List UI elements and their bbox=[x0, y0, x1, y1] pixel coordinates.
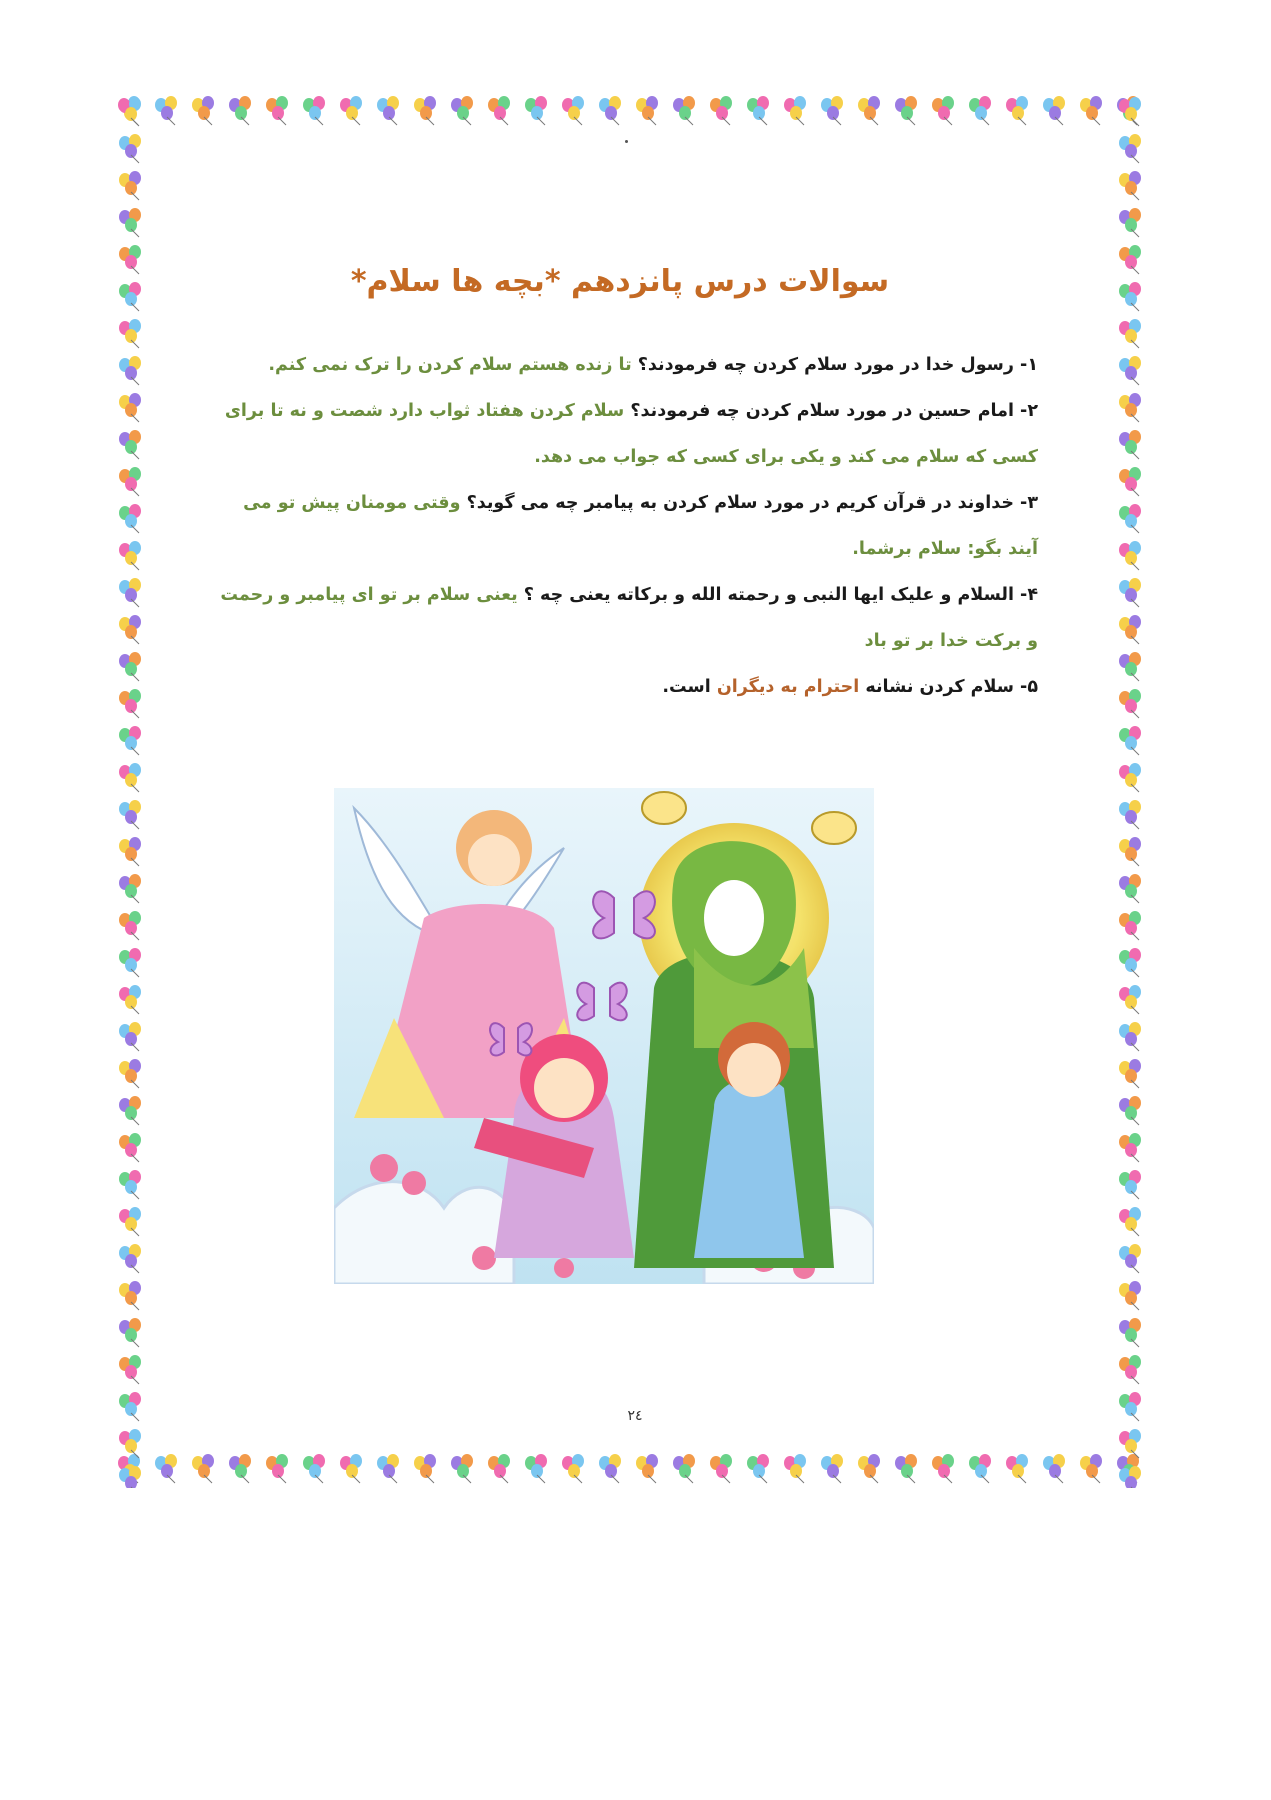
balloon-icon bbox=[229, 96, 251, 125]
balloon-icon bbox=[119, 282, 141, 311]
balloon-icon bbox=[858, 1454, 880, 1483]
balloon-icon bbox=[784, 1454, 806, 1483]
balloons-border-left-icon bbox=[116, 96, 150, 1488]
prophet-with-children-illustration-icon bbox=[334, 788, 874, 1284]
balloon-icon bbox=[1119, 763, 1141, 792]
balloon-icon bbox=[155, 96, 177, 125]
balloon-icon bbox=[119, 1096, 141, 1125]
question-text: ۲- امام حسین در مورد سلام کردن چه فرمودند؟ bbox=[624, 401, 1038, 421]
balloon-icon bbox=[119, 319, 141, 348]
balloon-icon bbox=[1119, 1318, 1141, 1347]
balloon-icon bbox=[562, 96, 584, 125]
balloon-icon bbox=[1119, 467, 1141, 496]
balloon-icon bbox=[1119, 985, 1141, 1014]
balloon-icon bbox=[1119, 948, 1141, 977]
answer-text: تا زنده هستم سلام کردن را ترک نمی کنم. bbox=[268, 355, 632, 375]
balloon-icon bbox=[710, 96, 732, 125]
balloon-icon bbox=[821, 1454, 843, 1483]
page-number: ۲٤ bbox=[627, 1408, 643, 1424]
answer-text: وقتی مومنان پیش تو می آیند بگو: سلام برشما. bbox=[243, 493, 1038, 559]
balloon-icon bbox=[119, 1207, 141, 1236]
balloon-icon bbox=[1119, 1096, 1141, 1125]
balloon-icon bbox=[858, 96, 880, 125]
balloon-icon bbox=[1006, 96, 1028, 125]
balloon-icon bbox=[1119, 1281, 1141, 1310]
balloon-icon bbox=[1119, 1133, 1141, 1162]
balloon-icon bbox=[932, 96, 954, 125]
balloon-icon bbox=[119, 393, 141, 422]
balloon-icon bbox=[119, 245, 141, 274]
balloon-icon bbox=[1119, 541, 1141, 570]
question-text: ۱- رسول خدا در مورد سلام کردن چه فرمودند؟ bbox=[631, 355, 1038, 375]
balloon-icon bbox=[1119, 97, 1141, 126]
balloon-icon bbox=[414, 96, 436, 125]
balloon-icon bbox=[119, 911, 141, 940]
balloon-icon bbox=[119, 504, 141, 533]
answer-text: سلام کردن هفتاد ثواب دارد شصت و نه تا برای کسی که سلام می کند و یکی برای کسی که جواب می دهد. bbox=[224, 401, 1038, 467]
balloon-icon bbox=[784, 96, 806, 125]
balloon-icon bbox=[1080, 96, 1102, 125]
balloon-icon bbox=[451, 96, 473, 125]
balloon-icon bbox=[1119, 911, 1141, 940]
balloon-icon bbox=[599, 1454, 621, 1483]
balloon-icon bbox=[1119, 837, 1141, 866]
balloon-icon bbox=[1119, 1207, 1141, 1236]
balloon-icon bbox=[119, 615, 141, 644]
page-title: سوالات درس پانزدهم *بچه ها سلام* bbox=[350, 264, 890, 300]
balloon-icon bbox=[119, 1022, 141, 1051]
balloon-icon bbox=[119, 1392, 141, 1421]
balloon-icon bbox=[377, 1454, 399, 1483]
balloon-icon bbox=[1119, 171, 1141, 200]
balloon-icon bbox=[119, 134, 141, 163]
balloon-icon bbox=[119, 208, 141, 237]
balloon-icon bbox=[119, 1133, 141, 1162]
balloon-icon bbox=[303, 1454, 325, 1483]
balloon-icon bbox=[1006, 1454, 1028, 1483]
question-item bbox=[218, 572, 1038, 664]
balloon-icon bbox=[192, 1454, 214, 1483]
balloon-icon bbox=[636, 1454, 658, 1483]
balloon-icon bbox=[1119, 356, 1141, 385]
balloon-icon bbox=[710, 1454, 732, 1483]
balloon-icon bbox=[1119, 393, 1141, 422]
balloon-icon bbox=[119, 430, 141, 459]
balloon-icon bbox=[1119, 1059, 1141, 1088]
balloon-icon bbox=[1119, 1466, 1141, 1488]
answer-text: یعنی سلام بر تو ای پیامبر و رحمت و برکت خدا بر تو باد bbox=[220, 585, 1038, 651]
balloon-icon bbox=[895, 96, 917, 125]
balloon-icon bbox=[1119, 874, 1141, 903]
balloon-icon bbox=[119, 726, 141, 755]
balloon-icon bbox=[1119, 1429, 1141, 1458]
balloon-icon bbox=[119, 985, 141, 1014]
balloon-icon bbox=[488, 1454, 510, 1483]
question-text: ۴- السلام و علیک ایها النبی و رحمته الله و برکاته یعنی چه ؟ bbox=[517, 585, 1038, 605]
balloon-icon bbox=[1119, 800, 1141, 829]
balloon-icon bbox=[119, 1429, 141, 1458]
balloon-icon bbox=[119, 356, 141, 385]
balloon-icon bbox=[1119, 578, 1141, 607]
balloon-icon bbox=[1119, 504, 1141, 533]
balloon-icon bbox=[1119, 1392, 1141, 1421]
balloon-icon bbox=[1119, 319, 1141, 348]
question-item bbox=[218, 342, 1038, 388]
question-item bbox=[218, 664, 1038, 710]
balloon-icon bbox=[488, 96, 510, 125]
question-text: ۳- خداوند در قرآن کریم در مورد سلام کردن به پیامبر چه می گوید؟ bbox=[460, 493, 1038, 513]
balloon-icon bbox=[821, 96, 843, 125]
balloon-icon bbox=[1119, 134, 1141, 163]
balloon-icon bbox=[1119, 1355, 1141, 1384]
balloon-icon bbox=[969, 1454, 991, 1483]
balloon-icon bbox=[119, 171, 141, 200]
balloon-icon bbox=[1119, 615, 1141, 644]
balloon-icon bbox=[1119, 430, 1141, 459]
balloon-icon bbox=[1119, 1170, 1141, 1199]
balloon-icon bbox=[636, 96, 658, 125]
balloon-icon bbox=[119, 1244, 141, 1273]
balloon-icon bbox=[119, 1466, 141, 1488]
balloon-icon bbox=[1043, 1454, 1065, 1483]
balloon-icon bbox=[340, 1454, 362, 1483]
balloon-icon bbox=[119, 1318, 141, 1347]
balloon-icon bbox=[229, 1454, 251, 1483]
balloons-border-top-icon bbox=[116, 96, 1150, 130]
balloon-icon bbox=[119, 97, 141, 126]
balloon-icon bbox=[895, 1454, 917, 1483]
balloon-icon bbox=[1080, 1454, 1102, 1483]
balloon-icon bbox=[119, 1281, 141, 1310]
balloon-icon bbox=[673, 96, 695, 125]
balloon-icon bbox=[119, 1355, 141, 1384]
balloon-icon bbox=[747, 96, 769, 125]
question-item bbox=[218, 480, 1038, 572]
balloon-icon bbox=[969, 96, 991, 125]
balloon-icon bbox=[377, 96, 399, 125]
balloon-icon bbox=[266, 1454, 288, 1483]
balloon-icon bbox=[119, 689, 141, 718]
balloon-icon bbox=[1119, 689, 1141, 718]
balloon-icon bbox=[414, 1454, 436, 1483]
balloon-icon bbox=[303, 96, 325, 125]
balloon-icon bbox=[1119, 726, 1141, 755]
balloon-icon bbox=[1119, 1244, 1141, 1273]
balloon-icon bbox=[119, 1170, 141, 1199]
balloon-icon bbox=[155, 1454, 177, 1483]
balloon-icon bbox=[119, 578, 141, 607]
question-text: است. bbox=[662, 677, 717, 697]
balloon-icon bbox=[525, 96, 547, 125]
balloon-icon bbox=[119, 467, 141, 496]
question-text: ۵- سلام کردن نشانه bbox=[859, 677, 1038, 697]
balloon-icon bbox=[119, 652, 141, 681]
balloon-icon bbox=[119, 874, 141, 903]
balloon-icon bbox=[451, 1454, 473, 1483]
balloon-icon bbox=[1119, 1022, 1141, 1051]
balloon-icon bbox=[192, 96, 214, 125]
balloon-icon bbox=[119, 763, 141, 792]
balloons-border-bottom-icon bbox=[116, 1454, 1150, 1488]
balloon-icon bbox=[119, 948, 141, 977]
balloon-icon bbox=[1119, 245, 1141, 274]
balloon-icon bbox=[932, 1454, 954, 1483]
balloon-icon bbox=[673, 1454, 695, 1483]
balloon-icon bbox=[599, 96, 621, 125]
stray-dot bbox=[625, 140, 628, 143]
balloon-icon bbox=[340, 96, 362, 125]
question-item bbox=[218, 388, 1038, 480]
answer-accent-text: احترام به دیگران bbox=[716, 677, 860, 697]
balloon-icon bbox=[747, 1454, 769, 1483]
balloon-icon bbox=[1119, 652, 1141, 681]
balloon-icon bbox=[119, 837, 141, 866]
balloons-border-right-icon bbox=[1116, 96, 1150, 1488]
balloon-icon bbox=[562, 1454, 584, 1483]
balloon-icon bbox=[119, 1059, 141, 1088]
balloon-icon bbox=[266, 96, 288, 125]
balloon-icon bbox=[1119, 282, 1141, 311]
questions-list bbox=[218, 342, 1038, 710]
balloon-icon bbox=[119, 541, 141, 570]
balloon-icon bbox=[1119, 208, 1141, 237]
balloon-icon bbox=[525, 1454, 547, 1483]
balloon-icon bbox=[119, 800, 141, 829]
balloon-icon bbox=[1043, 96, 1065, 125]
